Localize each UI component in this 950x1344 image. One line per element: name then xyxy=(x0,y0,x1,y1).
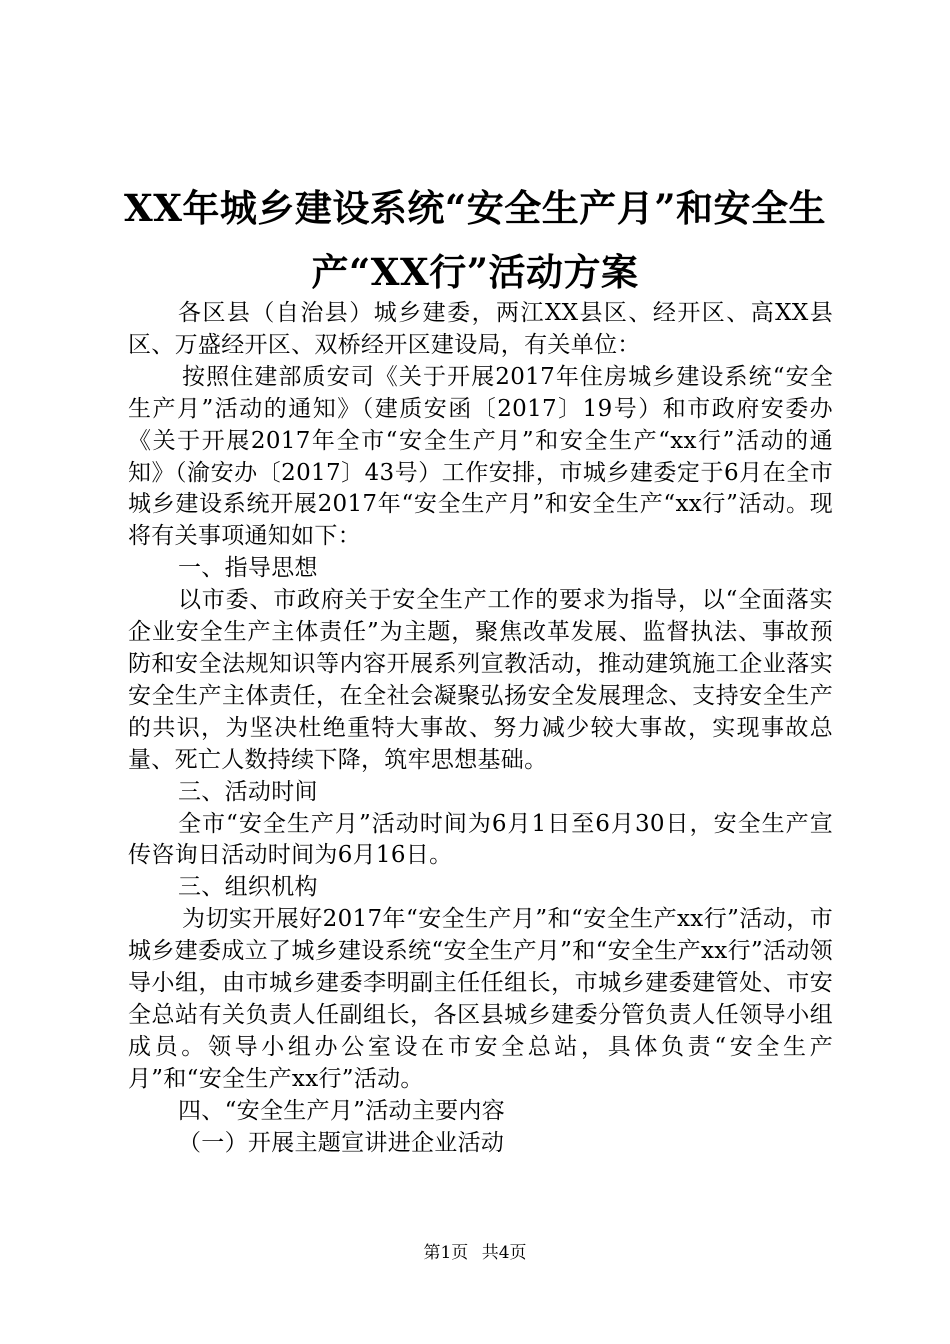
page-number-current: 第1页 xyxy=(423,1243,469,1263)
page-number-total: 共4页 xyxy=(481,1243,527,1263)
document-title-line-2: 产“XX行”活动方案 xyxy=(311,250,639,294)
paragraph-guiding-ideology: 以市委、市政府关于安全生产工作的要求为指导，以“全面落实企业安全生产主体责任”为主题，聚焦改革发展、监督执法、事故预防和安全法规知识等内容开展系列宣教活动，推动建筑施工企业落实安全生产主体责任，在全社会凝聚弘扬安全发展理念、支持安全生产的共识，为坚决杜绝重特大事故、努力减少较大事故，实现事故总量、死亡人数持续下降，筑牢思想基础。 xyxy=(128,587,833,773)
document-body xyxy=(128,298,833,1159)
subsection-heading-1: （一）开展主题宣讲进企业活动 xyxy=(178,1129,505,1156)
section-heading-activity-time: 三、活动时间 xyxy=(178,778,318,805)
page-footer xyxy=(0,1242,950,1264)
paragraph-addressee: 各区县（自治县）城乡建委，两江XX县区、经开区、高XX县区、万盛经开区、双桥经开区建设局，有关单位： xyxy=(128,300,833,358)
document-title-line-1: XX年城乡建设系统“安全生产月”和安全生 xyxy=(124,186,826,230)
section-heading-main-content: 四、“安全生产月”活动主要内容 xyxy=(178,1097,506,1124)
paragraph-activity-time: 全市“安全生产月”活动时间为6月1日至6月30日，安全生产宣传咨询日活动时间为6月16日。 xyxy=(128,810,833,869)
section-heading-guiding-ideology: 一、指导思想 xyxy=(178,555,318,582)
paragraph-organization: 为切实开展好2017年“安全生产月”和“安全生产xx行”活动，市城乡建委成立了城乡建设系统“安全生产月”和“安全生产xx行”活动领导小组，由市城乡建委李明副主任任组长，市城乡建委建管处、市安全总站有关负责人任副组长，各区县城乡建委分管负责人任领导小组成员。领导小组办公室设在市安全总站，具体负责“安全生产月”和“安全生产xx行”活动。 xyxy=(128,906,833,1092)
paragraph-intro: 按照住建部质安司《关于开展2017年住房城乡建设系统“安全生产月”活动的通知》（建质安函〔2017〕19号）和市政府安委办《关于开展2017年全市“安全生产月”和安全生产“xx行”活动的通知》（渝安办〔2017〕43号）工作安排，市城乡建委定于6月在全市城乡建设系统开展2017年“安全生产月”和安全生产“xx行”活动。现将有关事项通知如下： xyxy=(128,363,833,550)
section-heading-organization: 三、组织机构 xyxy=(178,874,318,901)
